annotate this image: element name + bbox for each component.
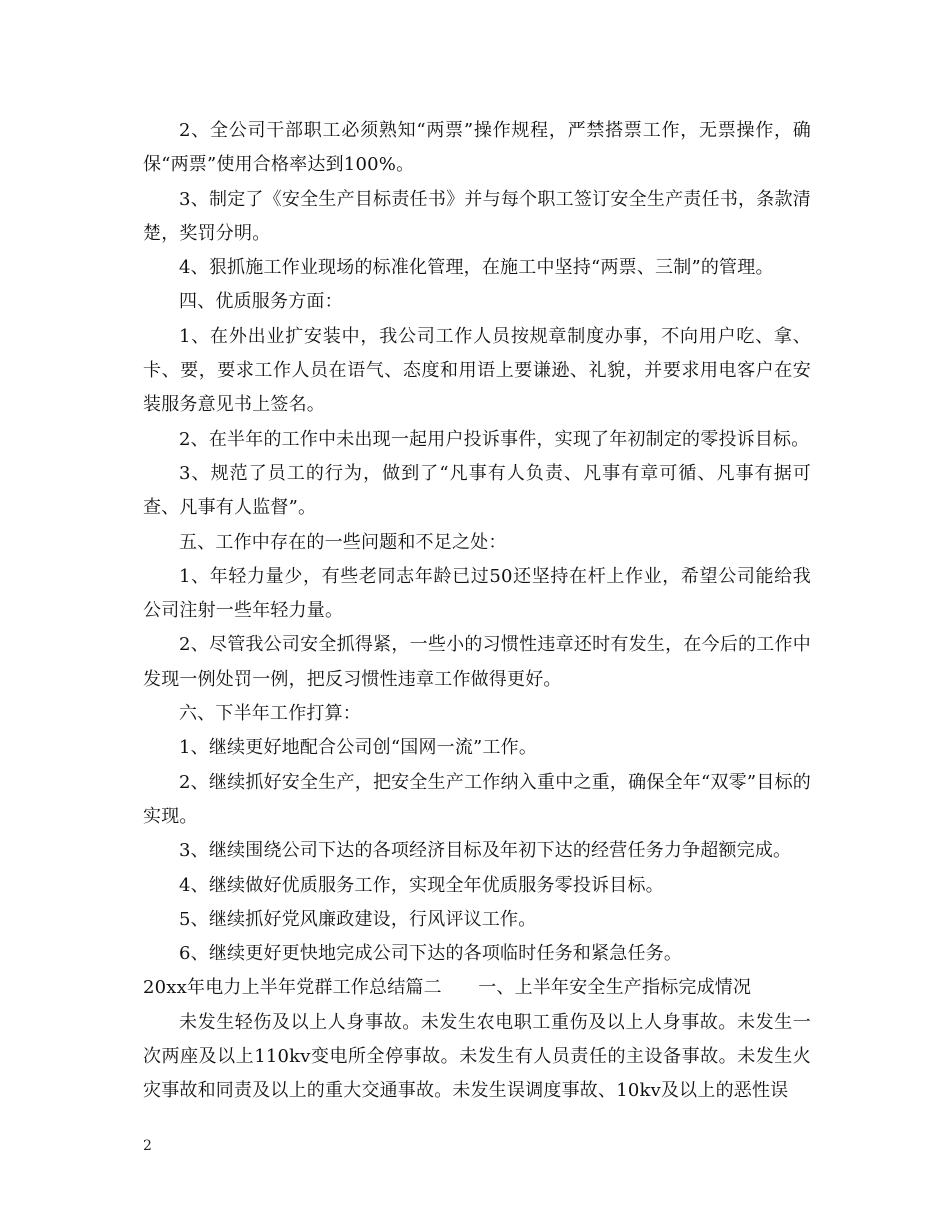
paragraph-site-standardization: 4、狠抓施工作业现场的标准化管理，在施工中坚持“两票、三制”的管理。 xyxy=(179,257,774,279)
plan-item-2: 2、继续抓好安全生产，把安全生产工作纳入重中之重，确保全年“双零”目标的实现。 xyxy=(143,771,811,827)
page-number: 2 xyxy=(143,1138,152,1154)
plan-item-3: 3、继续围绕公司下达的各项经济目标及年初下达的经营任务力争超额完成。 xyxy=(179,840,792,862)
paragraph-habitual-violations: 2、尽管我公司安全抓得紧，一些小的习惯性违章还时有发生，在今后的工作中发现一例处罚一例，把反习惯性违章工作做得更好。 xyxy=(143,634,811,690)
paragraph-installation-conduct: 1、在外出业扩安装中，我公司工作人员按规章制度办事，不向用户吃、拿、卡、要，要求工作人员在语气、态度和用语上要谦逊、礼貌，并要求用电客户在安装服务意见书上签名。 xyxy=(143,325,811,416)
section-heading-second-half-plan: 六、下半年工作打算： xyxy=(179,703,361,725)
paragraph-responsibility-letter: 3、制定了《安全生产目标责任书》并与每个职工签订安全生产责任书，条款清楚，奖罚分明。 xyxy=(143,188,811,244)
section-heading-problems: 五、工作中存在的一些问题和不足之处： xyxy=(179,531,507,553)
document-body xyxy=(143,114,811,1109)
plan-item-6: 6、继续更好更快地完成公司下达的各项临时任务和紧急任务。 xyxy=(179,943,683,965)
paragraph-safety-indicators: 未发生轻伤及以上人身事故。未发生农电职工重伤及以上人身事故。未发生一次两座及以上110kv变电所全停事故。未发生有人员责任的主设备事故。未发生火灾事故和同责及以上的重大交通事故。未发生误调度事故、10kv及以上的恶性误 xyxy=(143,1011,811,1102)
paragraph-zero-complaints: 2、在半年的工作中未出现一起用户投诉事件，实现了年初制定的零投诉目标。 xyxy=(179,428,810,450)
plan-item-1: 1、继续更好地配合公司创“国网一流”工作。 xyxy=(179,737,538,759)
paragraph-young-staff: 1、年轻力量少，有些老同志年龄已过50还坚持在杆上作业，希望公司能给我公司注射一些年轻力量。 xyxy=(143,565,811,622)
plan-item-5: 5、继续抓好党风廉政建设，行风评议工作。 xyxy=(179,908,537,930)
section-heading-quality-service: 四、优质服务方面： xyxy=(179,291,343,313)
paragraph-staff-behavior: 3、规范了员工的行为，做到了“凡事有人负责、凡事有章可循、凡事有据可查、凡事有人监督”。 xyxy=(143,462,811,519)
plan-item-4: 4、继续做好优质服务工作，实现全年优质服务零投诉目标。 xyxy=(179,874,664,896)
article-two-heading: 20xx年电力上半年党群工作总结篇二 一、上半年安全生产指标完成情况 xyxy=(143,977,752,999)
paragraph-two-tickets: 2、全公司干部职工必须熟知“两票”操作规程，严禁搭票工作，无票操作，确保“两票”使用合格率达到100%。 xyxy=(143,120,811,176)
